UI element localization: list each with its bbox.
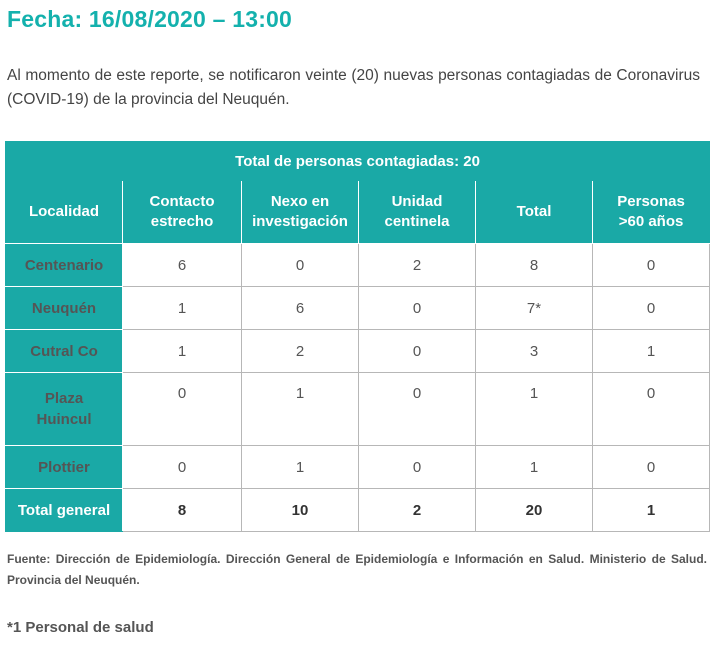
table-cell: 0 [359, 446, 476, 489]
table-cell: 0 [359, 287, 476, 330]
page-title: Fecha: 16/08/2020 – 13:00 [7, 6, 293, 32]
table-cell: 0 [593, 446, 710, 489]
header-contacto-estrecho: Contacto estrecho [123, 181, 242, 244]
table-cell: 6 [123, 244, 242, 287]
header-total: Total [476, 181, 593, 244]
total-cell: 20 [476, 489, 593, 532]
row-label: Plottier [6, 446, 123, 489]
table-cell: 2 [242, 330, 359, 373]
table-cell: 0 [593, 287, 710, 330]
table-cell: 1 [593, 330, 710, 373]
table-cell: 1 [476, 373, 593, 446]
row-label: Cutral Co [6, 330, 123, 373]
row-label: Plaza Huincul [6, 373, 123, 446]
table-cell: 1 [123, 287, 242, 330]
totals-row [6, 489, 710, 532]
table-cell: 0 [593, 244, 710, 287]
table-row [6, 330, 710, 373]
source-note: Fuente: Dirección de Epidemiología. Dirección General de Epidemiología e Información en Salud. Ministerio de Salud. Provincia del Neuquén. [7, 552, 707, 587]
table-cell: 3 [476, 330, 593, 373]
table-cell: 6 [242, 287, 359, 330]
table-cell: 7* [476, 287, 593, 330]
table-banner: Total de personas contagiadas: 20 [6, 142, 710, 181]
intro-paragraph: Al momento de este reporte, se notificaron veinte (20) nuevas personas contagiadas de Coronavirus (COVID-19) de la provincia del Neuquén. [7, 67, 700, 108]
total-cell: 1 [593, 489, 710, 532]
cases-table [5, 141, 710, 532]
header-localidad: Localidad [6, 181, 123, 244]
total-cell: 8 [123, 489, 242, 532]
table-cell: 2 [359, 244, 476, 287]
row-label: Neuquén [6, 287, 123, 330]
table-row [6, 244, 710, 287]
table-cell: 0 [593, 373, 710, 446]
footnote: *1 Personal de salud [7, 619, 154, 636]
table-cell: 0 [123, 373, 242, 446]
table-row [6, 446, 710, 489]
table-cell: 0 [359, 373, 476, 446]
table-cell: 0 [242, 244, 359, 287]
table-cell: 0 [123, 446, 242, 489]
header-personas-60: Personas >60 años [593, 181, 710, 244]
table-cell: 8 [476, 244, 593, 287]
row-label: Centenario [6, 244, 123, 287]
table-row [6, 287, 710, 330]
totals-label: Total general [6, 489, 123, 532]
total-cell: 10 [242, 489, 359, 532]
header-nexo-investigacion: Nexo en investigación [242, 181, 359, 244]
table-row [6, 373, 710, 446]
table-cell: 1 [123, 330, 242, 373]
table-cell: 1 [476, 446, 593, 489]
table-cell: 0 [359, 330, 476, 373]
header-unidad-centinela: Unidad centinela [359, 181, 476, 244]
table-cell: 1 [242, 446, 359, 489]
total-cell: 2 [359, 489, 476, 532]
table-cell: 1 [242, 373, 359, 446]
